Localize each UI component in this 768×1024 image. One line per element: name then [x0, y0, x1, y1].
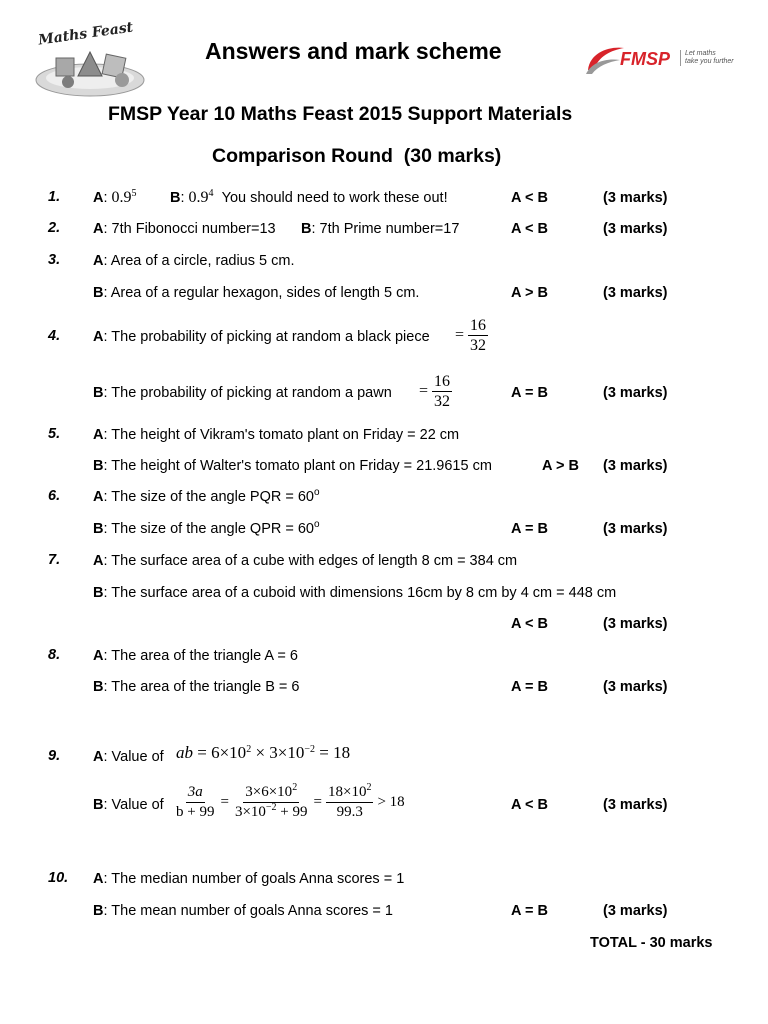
marks: (3 marks) — [603, 521, 668, 537]
marks: (3 marks) — [603, 285, 668, 301]
marks: (3 marks) — [603, 679, 668, 695]
option-b: B: The height of Walter's tomato plant on Friday = 21.9615 cm — [93, 458, 492, 474]
result: A < B — [511, 190, 548, 206]
marks: (3 marks) — [603, 903, 668, 919]
option-a — [93, 189, 137, 207]
question-number: 1. — [48, 189, 61, 205]
total-marks: TOTAL - 30 marks — [590, 935, 713, 951]
option-b-expression: $\frac{3a}{b + 99}$ = $\frac{3\times 6\times 10^2}{3\times 10^{-2} + 99}$ = $\frac{18\times 10^2}{99.3}$ > 18 — [176, 782, 405, 820]
fmsp-logo-text: FMSP — [620, 49, 671, 69]
option-b: B: Area of a regular hexagon, sides of length 5 cm. — [93, 285, 420, 301]
option-a-fraction: = $\frac{16}{32}$ — [455, 317, 487, 354]
fmsp-logo — [584, 40, 734, 80]
question-number: 3. — [48, 252, 61, 268]
option-b: B: The mean number of goals Anna scores = 1 — [93, 903, 393, 919]
maths-feast-logo-text: Maths Feast — [37, 19, 135, 49]
marks: (3 marks) — [603, 797, 668, 813]
result: A = B — [511, 679, 548, 695]
option-a: A: Value of — [93, 749, 164, 765]
option-a: A: The area of the triangle A = 6 — [93, 648, 298, 664]
fmsp-tagline-1: Let maths — [685, 50, 716, 57]
b-label: B — [170, 190, 181, 206]
question-number: 7. — [48, 552, 61, 568]
option-b-fraction: = $\frac{16}{32}$ — [419, 373, 451, 410]
page-title: Answers and mark scheme — [205, 38, 502, 64]
b-sep: : — [180, 190, 185, 206]
question-number: 2. — [48, 220, 61, 236]
a-value: $0.9^5$ — [111, 188, 137, 206]
option-a: A: Area of a circle, radius 5 cm. — [93, 253, 295, 269]
marks: (3 marks) — [603, 616, 668, 632]
a-sep: : — [103, 190, 108, 206]
option-b: B: The probability of picking at random a pawn — [93, 385, 392, 401]
option-a: A: The probability of picking at random a black piece — [93, 329, 430, 345]
fmsp-tagline — [680, 50, 734, 66]
option-a-expression: ab = $6\times 10^2 \times 3\times 10^{-2} = 18$ — [176, 743, 351, 762]
question-number: 8. — [48, 647, 61, 663]
result: A = B — [511, 521, 548, 537]
result: A < B — [511, 797, 548, 813]
option-a: A: The surface area of a cube with edges of length 8 cm = 384 cm — [93, 553, 518, 569]
option-b: B: 7th Prime number=17 — [301, 221, 460, 237]
result: A = B — [511, 903, 548, 919]
note: You should need to work these out! — [221, 190, 448, 206]
result: A < B — [511, 221, 548, 237]
document-subtitle: FMSP Year 10 Maths Feast 2015 Support Materials — [108, 103, 573, 125]
question-number: 4. — [48, 328, 61, 344]
question-number: 6. — [48, 488, 61, 504]
option-b: B: The area of the triangle B = 6 — [93, 679, 300, 695]
fmsp-tagline-2: take you further — [685, 58, 734, 65]
b-value: $0.9^4$ — [188, 188, 214, 206]
question-number: 5. — [48, 426, 61, 442]
maths-feast-logo — [32, 19, 152, 98]
option-b: B: Value of — [93, 797, 164, 813]
result: A = B — [511, 385, 548, 401]
option-b: B: The surface area of a cuboid with dimensions 16cm by 8 cm by 4 cm = 448 cm — [93, 585, 617, 601]
option-b: B: The size of the angle QPR = $60^o$ — [93, 519, 320, 537]
question-number: 9. — [48, 748, 61, 764]
a-label: A — [93, 190, 104, 206]
marks: (3 marks) — [603, 221, 668, 237]
question-number: 10. — [48, 870, 69, 886]
marks: (3 marks) — [603, 385, 668, 401]
option-b — [170, 189, 448, 207]
marks: (3 marks) — [603, 190, 668, 206]
round-title: Comparison Round (30 marks) — [212, 145, 502, 167]
result: A < B — [511, 616, 548, 632]
marks: (3 marks) — [603, 458, 668, 474]
result: A > B — [511, 285, 548, 301]
option-a: A: The height of Vikram's tomato plant on Friday = 22 cm — [93, 427, 460, 443]
option-a: A: The size of the angle PQR = $60^o$ — [93, 487, 320, 505]
result: A > B — [542, 458, 579, 474]
option-a: A: 7th Fibonocci number=13 — [93, 221, 276, 237]
option-a: A: The median number of goals Anna scores = 1 — [93, 871, 405, 887]
